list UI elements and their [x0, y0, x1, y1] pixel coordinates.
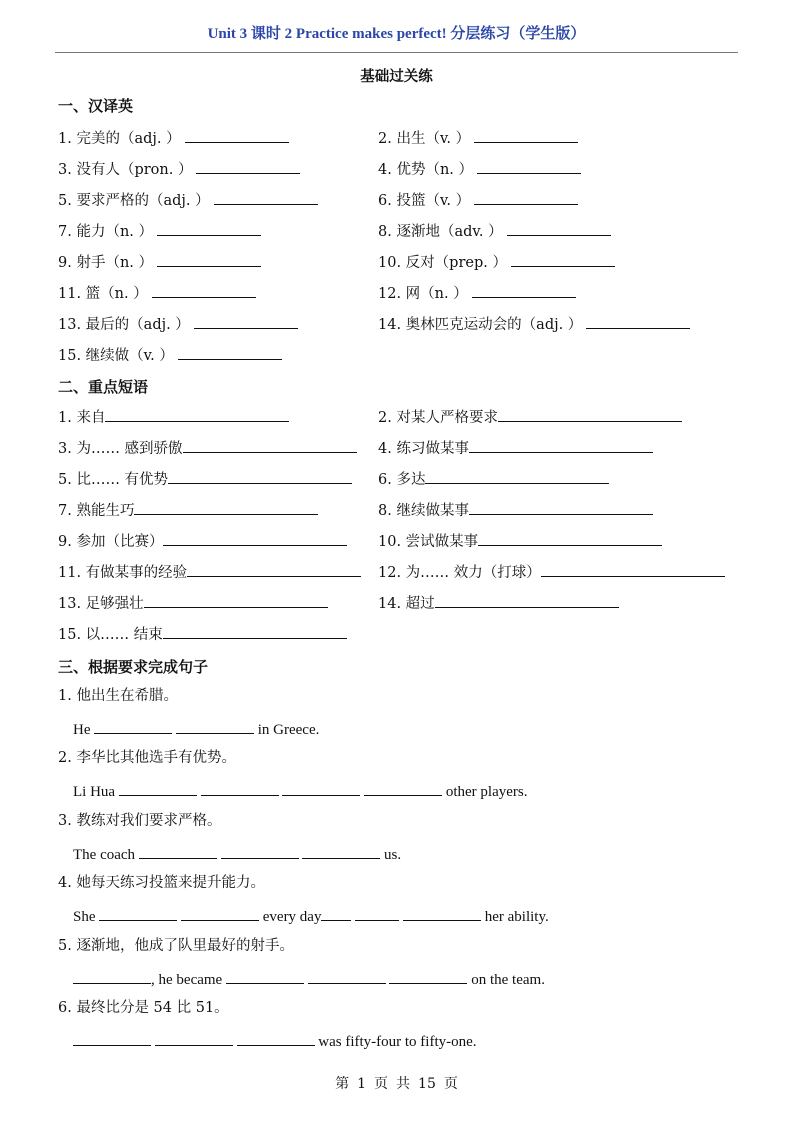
phrase-item: 4. 练习做某事 — [378, 438, 653, 458]
vocab-item: 5. 要求严格的（adj. ） — [58, 190, 318, 210]
answer-blank[interactable] — [355, 906, 399, 921]
sentence-answer-line: was fifty-four to fifty-one. — [73, 1031, 477, 1051]
answer-blank[interactable] — [586, 314, 690, 329]
phrase-item: 11. 有做某事的经验 — [58, 562, 361, 582]
answer-blank[interactable] — [157, 221, 261, 236]
section-2-heading: 二、重点短语 — [58, 378, 149, 396]
answer-blank[interactable] — [144, 593, 328, 608]
vocab-item: 2. 出生（v. ） — [378, 128, 578, 148]
answer-blank[interactable] — [469, 500, 653, 515]
sentence-prompt: 2. 李华比其他选手有优势。 — [58, 750, 236, 766]
footer-text: 页 — [443, 1076, 458, 1092]
answer-blank[interactable] — [196, 159, 300, 174]
footer-text: 页 — [374, 1076, 389, 1092]
answer-blank[interactable] — [168, 469, 352, 484]
answer-blank[interactable] — [201, 781, 279, 796]
answer-blank[interactable] — [178, 345, 282, 360]
vocab-item: 12. 网（n. ） — [378, 283, 576, 303]
answer-blank[interactable] — [163, 531, 347, 546]
answer-blank[interactable] — [308, 969, 386, 984]
vocab-item: 7. 能力（n. ） — [58, 221, 261, 241]
phrase-item: 14. 超过 — [378, 593, 619, 613]
answer-blank[interactable] — [73, 969, 151, 984]
document-header: Unit 3 课时 2 Practice makes perfect! 分层练习（学生版） — [207, 26, 586, 42]
vocab-item: 14. 奥林匹克运动会的（adj. ） — [378, 314, 690, 334]
answer-blank[interactable] — [478, 531, 662, 546]
sentence-answer-line: Li Hua other players. — [73, 781, 527, 801]
answer-blank[interactable] — [507, 221, 611, 236]
sentence-prompt: 5. 逐渐地，他成了队里最好的射手。 — [58, 938, 294, 954]
answer-blank[interactable] — [435, 593, 619, 608]
answer-blank[interactable] — [152, 283, 256, 298]
answer-blank[interactable] — [425, 469, 609, 484]
phrase-item: 10. 尝试做某事 — [378, 531, 662, 551]
answer-blank[interactable] — [226, 969, 304, 984]
sentence-prompt: 3. 教练对我们要求严格。 — [58, 813, 222, 829]
vocab-item: 3. 没有人（pron. ） — [58, 159, 300, 179]
answer-blank[interactable] — [282, 781, 360, 796]
answer-blank[interactable] — [474, 128, 578, 143]
vocab-item: 10. 反对（prep. ） — [378, 252, 615, 272]
phrase-item: 6. 多达 — [378, 469, 609, 489]
phrase-item: 7. 熟能生巧 — [58, 500, 318, 520]
answer-blank[interactable] — [302, 844, 380, 859]
section-1-heading: 一、汉译英 — [58, 97, 134, 115]
answer-blank[interactable] — [105, 407, 289, 422]
answer-blank[interactable] — [477, 159, 581, 174]
vocab-item: 6. 投篮（v. ） — [378, 190, 578, 210]
answer-blank[interactable] — [403, 906, 481, 921]
sentence-prompt: 6. 最终比分是 54 比 51。 — [58, 1000, 229, 1016]
phrase-item: 1. 来自 — [58, 407, 289, 427]
answer-blank[interactable] — [364, 781, 442, 796]
answer-blank[interactable] — [472, 283, 576, 298]
page-number: 1 — [357, 1076, 367, 1092]
answer-blank[interactable] — [194, 314, 298, 329]
answer-blank[interactable] — [541, 562, 725, 577]
phrase-item: 9. 参加（比赛） — [58, 531, 347, 551]
sentence-answer-line: She every day her ability. — [73, 906, 549, 926]
vocab-item: 11. 篮（n. ） — [58, 283, 256, 303]
vocab-item: 9. 射手（n. ） — [58, 252, 261, 272]
phrase-item: 5. 比…… 有优势 — [58, 469, 352, 489]
footer-text: 共 — [396, 1076, 411, 1092]
page-title: 基础过关练 — [360, 68, 433, 85]
answer-blank[interactable] — [321, 906, 351, 921]
answer-blank[interactable] — [389, 969, 467, 984]
answer-blank[interactable] — [221, 844, 299, 859]
answer-blank[interactable] — [99, 906, 177, 921]
answer-blank[interactable] — [134, 500, 318, 515]
vocab-item: 1. 完美的（adj. ） — [58, 128, 289, 148]
section-3-heading: 三、根据要求完成句子 — [58, 658, 209, 676]
answer-blank[interactable] — [183, 438, 357, 453]
phrase-item: 13. 足够强壮 — [58, 593, 328, 613]
answer-blank[interactable] — [155, 1031, 233, 1046]
sentence-answer-line: The coach us. — [73, 844, 401, 864]
phrase-item: 15. 以…… 结束 — [58, 624, 347, 644]
answer-blank[interactable] — [94, 719, 172, 734]
answer-blank[interactable] — [469, 438, 653, 453]
answer-blank[interactable] — [157, 252, 261, 267]
vocab-item: 13. 最后的（adj. ） — [58, 314, 298, 334]
answer-blank[interactable] — [474, 190, 578, 205]
answer-blank[interactable] — [176, 719, 254, 734]
answer-blank[interactable] — [214, 190, 318, 205]
answer-blank[interactable] — [181, 906, 259, 921]
total-pages: 15 — [418, 1076, 436, 1092]
sentence-prompt: 4. 她每天练习投篮来提升能力。 — [58, 875, 265, 891]
answer-blank[interactable] — [163, 624, 347, 639]
answer-blank[interactable] — [498, 407, 682, 422]
sentence-answer-line: He in Greece. — [73, 719, 319, 739]
page-footer — [0, 1073, 793, 1093]
answer-blank[interactable] — [187, 562, 361, 577]
answer-blank[interactable] — [119, 781, 197, 796]
phrase-item: 12. 为…… 效力（打球） — [378, 562, 725, 582]
answer-blank[interactable] — [185, 128, 289, 143]
sentence-answer-line: , he became on the team. — [73, 969, 545, 989]
vocab-item: 4. 优势（n. ） — [378, 159, 581, 179]
answer-blank[interactable] — [511, 252, 615, 267]
header-divider — [55, 52, 738, 53]
sentence-prompt: 1. 他出生在希腊。 — [58, 688, 178, 704]
answer-blank[interactable] — [73, 1031, 151, 1046]
answer-blank[interactable] — [139, 844, 217, 859]
phrase-item: 8. 继续做某事 — [378, 500, 653, 520]
vocab-item: 8. 逐渐地（adv. ） — [378, 221, 611, 241]
phrase-item: 3. 为…… 感到骄傲 — [58, 438, 357, 458]
answer-blank[interactable] — [237, 1031, 315, 1046]
phrase-item: 2. 对某人严格要求 — [378, 407, 682, 427]
footer-text: 第 — [335, 1076, 350, 1092]
vocab-item: 15. 继续做（v. ） — [58, 345, 282, 365]
